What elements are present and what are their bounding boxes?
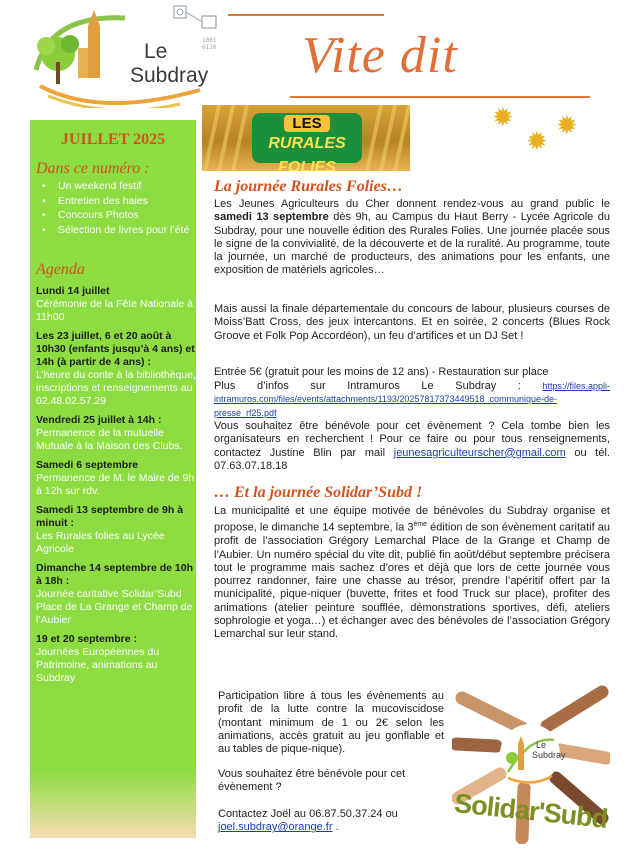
event-text: Les Rurales folies au Lycée Agricole xyxy=(36,530,165,555)
event-text: Permanence de M. le Maire de 9h à 12h sur rdv. xyxy=(36,472,195,497)
logo-line-2: Subdray xyxy=(130,64,209,87)
issue-month: JUILLET 2025 xyxy=(60,131,166,148)
banner-line-2: RURALES FOLIES xyxy=(268,135,346,171)
email-link[interactable]: joel.subdray@orange.fr xyxy=(218,821,333,834)
solidar-subd-caption: Solidar'Subd xyxy=(452,788,609,834)
sun-icon: ✹ xyxy=(526,126,548,156)
article-1-heading: La journée Rurales Folies… xyxy=(214,178,403,195)
event-date: Samedi 6 septembre xyxy=(36,459,139,471)
event-date: 19 et 20 septembre : xyxy=(36,633,137,645)
agenda-event xyxy=(36,633,196,685)
contents-heading: Dans ce numéro : xyxy=(36,160,150,177)
article-2-paragraph-4: Contactez Joël au 06.87.50.37.24 ou joel.subdray@orange.fr . xyxy=(218,808,398,834)
contents-item: • Sélection de livres pour l’été xyxy=(40,224,192,238)
event-text: Journées Européennes du Patrimoine, animations au Subdray xyxy=(36,646,160,684)
event-text: Cérémonie de la Fête Nationale à 11h00 xyxy=(36,298,194,323)
agenda-event xyxy=(36,414,196,453)
agenda-event xyxy=(36,504,196,556)
article-2-paragraph-2: Participation libre à tous les évènements au profit de la lutte contre la mucoviscidose (montant minimum de 1 ou 2€ selon les animations, accès gratuit au jeu gonflable et au tables de pique-nique). xyxy=(218,690,444,756)
header-rule-bottom xyxy=(290,96,590,98)
event-text: Journée caritative Solidar’Subd Place de La Grange et Champ de l’Aubier xyxy=(36,588,193,626)
article-2-paragraph-1: La municipalité et une équipe motivée de bénévoles du Subdray organise et propose, le dimanche 14 septembre, la 3ème édition de son évènement caritatif au profit de l’association Grégory Lemarchal Place de la Grange et Champ de l’Aubier. Un numéro spécial du vite dit, publié fin août/début septembre précisera tout le programme mais sachez d’ores et déjà que lors de cette journée vous pourrez randonner, faire une chasse au trésor, prendre l’apéritif offert par la municipalité, pique-niquer (buvette, frites et food Truck sur place), profiter des animations (atelier peinture soufflée, démonstrations sportives, défi, ateliers sophrologie et yoga…) et échanger avec des bénévoles de l’association Grégory Lemarchal sur leur stand. xyxy=(214,505,610,641)
newsletter-title: Vite dit xyxy=(302,27,458,84)
event-date: Samedi 13 septembre de 9h à minuit : xyxy=(36,504,184,529)
contents-list xyxy=(40,180,192,238)
header-rule-top xyxy=(228,14,384,16)
logo-line-1: Le xyxy=(144,40,168,63)
agenda-event xyxy=(36,285,196,324)
sun-icon: ✹ xyxy=(556,110,578,140)
svg-text:0110: 0110 xyxy=(202,44,217,51)
event-text: Permanence de la mutuelle Mutuale à la Maison des Clubs. xyxy=(36,427,183,452)
digital-icons xyxy=(168,2,224,58)
agenda-event xyxy=(36,459,196,498)
event-date: Dimanche 14 septembre de 10h à 18h : xyxy=(36,562,193,587)
article-1-paragraph-3: Entrée 5€ (gratuit pour les moins de 12 ans) - Restauration sur place xyxy=(214,366,549,378)
agenda-list xyxy=(36,285,196,691)
banner-badge xyxy=(252,113,362,171)
banner-line-1: LES xyxy=(284,115,330,132)
contents-item: • Entretien des haies xyxy=(40,195,192,209)
agenda-event xyxy=(36,330,196,408)
article-2-heading: … Et la journée Solidar’Subd ! xyxy=(214,484,423,501)
article-1-paragraph-2: Mais aussi la finale départementale du concours de labour, plusieurs courses de Moiss’Batt Cross, des jeux intercantons. Et en soirée, 2 concerts (Blues Rock Groove et Folk Pop Accordéon), un feu d’artifices et un DJ Set ! xyxy=(214,303,610,342)
sidebar-fade xyxy=(30,770,196,838)
contents-item: • Concours Photos xyxy=(40,209,192,223)
event-date: Les 23 juillet, 6 et 20 août à 10h30 (enfants jusqu’à 4 ans) et 14h (à partir de 4 ans) : xyxy=(36,330,195,368)
article-1-paragraph-5: Vous souhaitez être bénévole pour cet évènement ? Cela tombe bien les organisateurs en recherchent ! Pour ce faire ou pour tous renseignements, contactez Justine Blin par mail jeunesagriculteurscher@gmail.com ou tél. 07.63.07.18.18 xyxy=(214,420,610,472)
contents-item: • Un weekend festif xyxy=(40,180,192,194)
event-press-link[interactable]: https://files.appli-intramuros.com/files/events/attachments/1193/20257817373449518_communique-de-presse_rf25.pdf xyxy=(214,381,610,418)
article-1-paragraph-4: Plus d’infos sur Intramuros Le Subdray : https://files.appli-intramuros.com/files/events/attachments/1193/20257817373449518_communique-de-presse_rf25.pdf xyxy=(214,380,610,418)
event-date: Vendredi 25 juillet à 14h : xyxy=(36,414,162,426)
event-text: L’heure du conte à la bibliothèque, inscriptions et renseignements au 02.48.02.57.29 xyxy=(36,369,196,407)
sun-icon: ✹ xyxy=(492,102,514,132)
rurales-folies-banner xyxy=(202,105,410,171)
photo-logo-line-2: Subdray xyxy=(532,750,566,760)
event-date: Lundi 14 juillet xyxy=(36,285,110,297)
photo-logo-line-1: Le xyxy=(536,740,547,750)
agenda-heading: Agenda xyxy=(36,261,85,278)
article-1-paragraph-1: Les Jeunes Agriculteurs du Cher donnent rendez-vous au grand public le samedi 13 septembre dès 9h, au Campus du Haut Berry - Lycée Agricole du Subdray, pour une nouvelle édition des Rurales Folies. Une journée placée sous le signe de la convivialité, de la découverte et de la ruralité. Au programme, toute la journée, un marché de producteurs, des animations pour les enfants, une exposition de matériels agricoles… xyxy=(214,198,610,277)
article-2-paragraph-3: Vous souhaitez être bénévole pour cet évènement ? xyxy=(218,768,406,794)
solidar-subd-illustration xyxy=(452,678,610,844)
email-link[interactable]: jeunesagriculteurscher@gmail.com xyxy=(393,446,566,459)
agenda-event xyxy=(36,562,196,627)
svg-text:1001: 1001 xyxy=(202,37,217,44)
